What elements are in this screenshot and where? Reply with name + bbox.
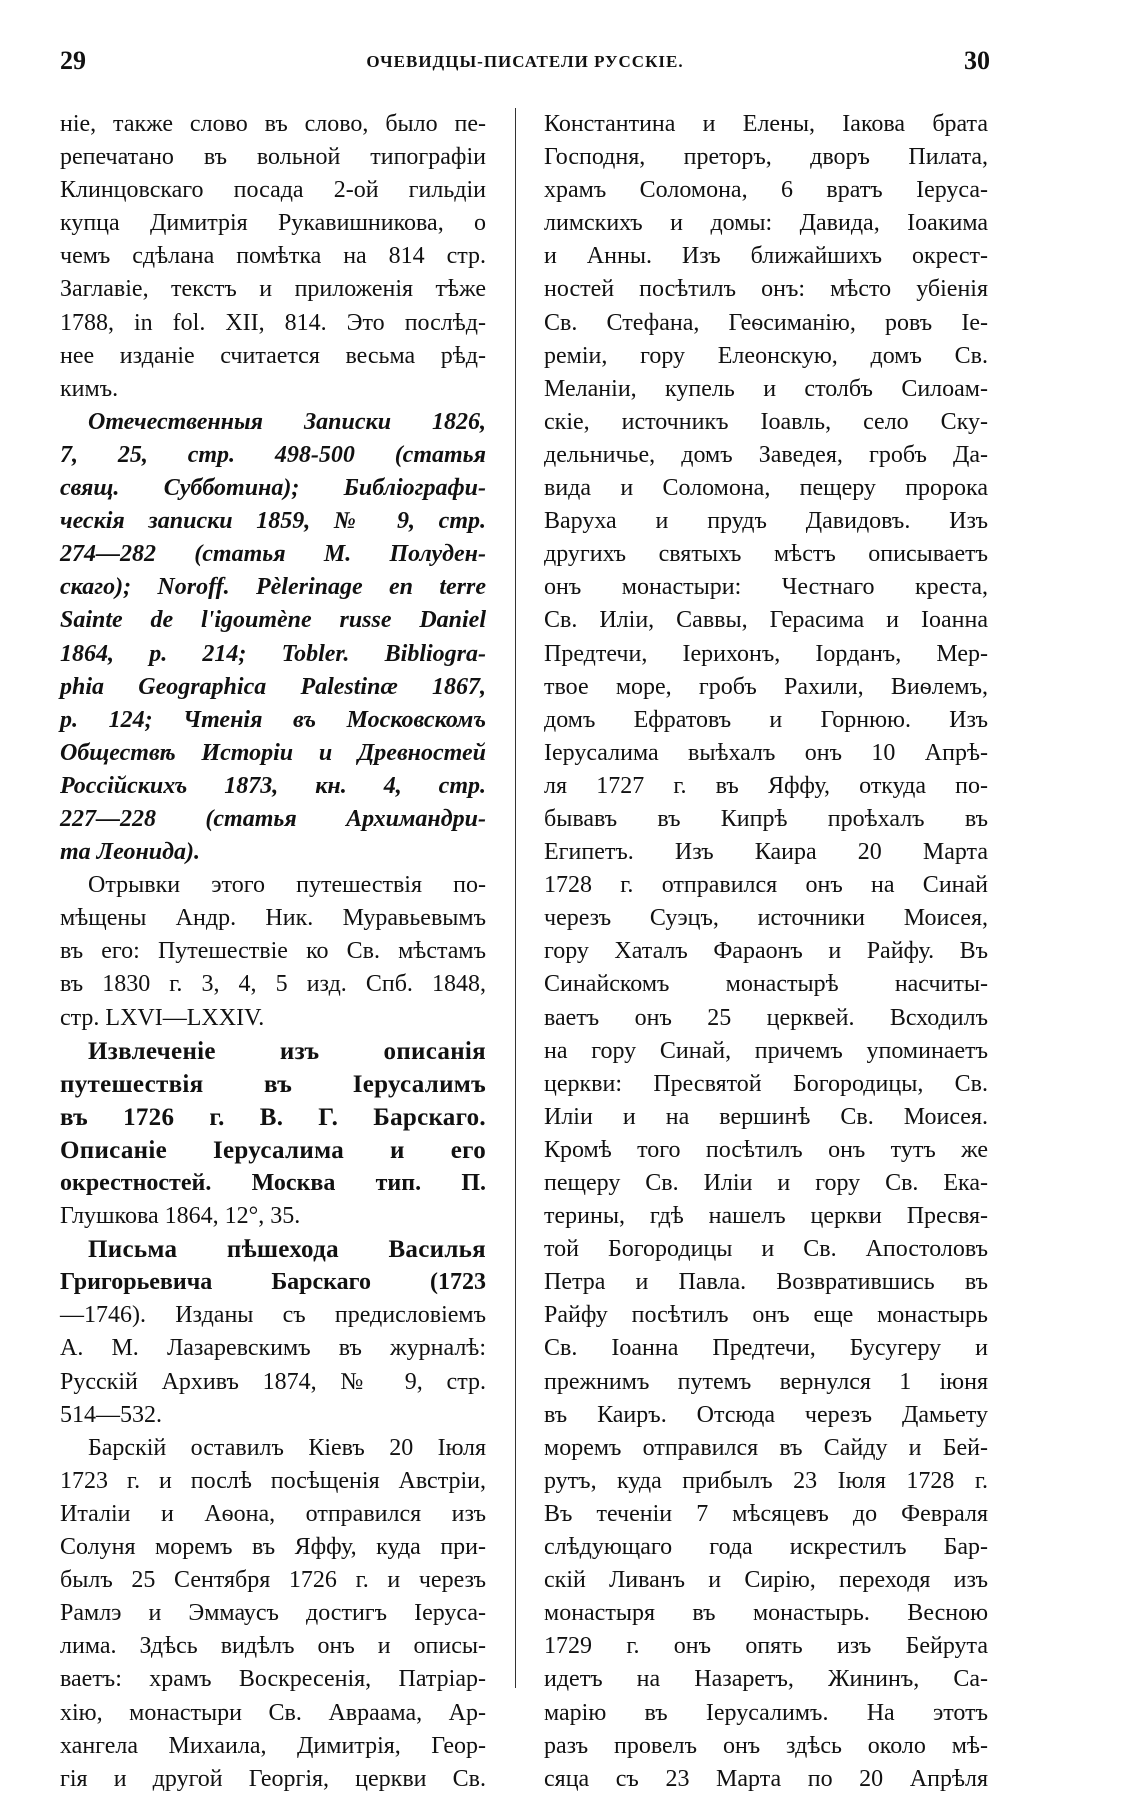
text-line: —1746). Изданы съ предисловіемъ	[60, 1302, 486, 1329]
text-line: окрестностей. Москва тип. П.	[60, 1170, 486, 1196]
text-line: хію, монастыри Св. Авраама, Ар-	[60, 1699, 486, 1726]
text-line: дельничье, домъ Заведея, гробъ Да-	[544, 441, 988, 468]
text-line: скіе, источникъ Іоавль, село Ску-	[544, 408, 988, 435]
text-line: слѣдующаго года искрестилъ Бар-	[544, 1534, 988, 1561]
text-line: онъ монастыри: Честнаго креста,	[544, 574, 988, 601]
text-line: Италіи и Аѳона, отправился изъ	[60, 1500, 486, 1527]
text-line: Рамлэ и Эммаусъ достигъ Іеруса-	[60, 1600, 486, 1627]
text-line: былъ 25 Сентября 1726 г. и черезъ	[60, 1567, 486, 1594]
text-line: 274—282 (статья М. Полуден-	[60, 541, 486, 568]
text-line: другихъ святыхъ мѣстъ описываетъ	[544, 541, 988, 568]
text-line: Константина и Елены, Іакова брата	[544, 111, 988, 137]
page-number-right: 30	[964, 46, 990, 75]
text-line: идетъ на Назаретъ, Жининъ, Са-	[544, 1666, 988, 1693]
text-line: вида и Соломона, пещеру пророка	[544, 475, 988, 502]
text-line: Райфу посѣтилъ онъ еще монастырь	[544, 1302, 988, 1329]
text-line: нее изданіе считается весьма рѣд-	[60, 342, 486, 369]
text-line: ностей посѣтилъ онъ: мѣсто убіенія	[544, 276, 988, 303]
text-line: Барскій оставилъ Кіевъ 20 Іюля	[88, 1434, 486, 1461]
text-line: лимскихъ и домы: Давида, Іоакима	[544, 210, 988, 237]
text-line: въ Каиръ. Отсюда черезъ Дамьету	[544, 1401, 988, 1428]
text-line: 7, 25, стр. 498-500 (статья	[60, 441, 486, 468]
text-line: p. 124; Чтенія въ Московскомъ	[60, 706, 486, 733]
text-line: домъ Ефратовъ и Горнюю. Изъ	[544, 706, 988, 733]
text-line: въ 1830 г. 3, 4, 5 изд. Спб. 1848,	[60, 971, 486, 998]
text-line: 227—228 (статья Архимандри-	[60, 805, 486, 832]
text-line: Египетъ. Изъ Каира 20 Марта	[544, 839, 988, 866]
text-line: 1729 г. онъ опять изъ Бейрута	[544, 1633, 988, 1660]
text-line: Солуня моремъ въ Яффу, куда при-	[60, 1534, 486, 1561]
text-line: церкви: Пресвятой Богородицы, Св.	[544, 1070, 988, 1097]
text-line: Св. Стефана, Геѳсиманію, ровъ Іе-	[544, 309, 988, 336]
left-column	[60, 108, 486, 1796]
text-line: Отрывки этого путешествія по-	[88, 872, 486, 899]
text-line: Петра и Павла. Возвратившись въ	[544, 1269, 988, 1296]
text-line: та Леонида).	[60, 839, 201, 866]
text-line: кимъ.	[60, 375, 119, 402]
text-line: Іерусалима выѣхалъ онъ 10 Апрѣ-	[544, 739, 988, 766]
right-column	[544, 108, 988, 1796]
text-line: на гору Синай, причемъ упоминаетъ	[544, 1037, 988, 1064]
text-line: разъ провелъ онъ здѣсь около мѣ-	[544, 1732, 988, 1759]
text-line: Клинцовскаго посада 2-ой гильдіи	[60, 177, 486, 204]
running-title: ОЧЕВИДЦЫ-ПИСАТЕЛИ РУССКІЕ.	[366, 52, 684, 71]
column-divider	[515, 108, 516, 1688]
text-line: Иліи и на вершинѣ Св. Моисея.	[544, 1103, 988, 1130]
text-line: чемъ сдѣлана помѣтка на 814 стр.	[60, 243, 486, 270]
text-line: лима. Здѣсь видѣлъ онъ и описы-	[60, 1633, 486, 1660]
text-line: марію въ Іерусалимъ. На этотъ	[544, 1699, 988, 1726]
text-line: А. М. Лазаревскимъ въ журналѣ:	[60, 1335, 486, 1362]
text-line: черезъ Суэцъ, источники Моисея,	[544, 905, 988, 932]
text-line: Глушкова 1864, 12°, 35.	[60, 1203, 301, 1230]
text-line: моремъ отправился въ Сайду и Бей-	[544, 1434, 988, 1461]
text-line: стр. LXVI—LXXIV.	[60, 1004, 265, 1031]
text-line: Письма пѣшехода Василья	[88, 1236, 486, 1264]
page-header	[60, 46, 990, 86]
text-line: Св. Иліи, Саввы, Герасима и Іоанна	[544, 607, 988, 634]
text-line: терины, гдѣ нашелъ церкви Пресвя-	[544, 1203, 988, 1230]
text-line: скаго); Noroff. Pèlerinage en terre	[60, 574, 486, 601]
text-line: Sainte de l'igoumène russe Daniel	[60, 607, 486, 634]
text-line: Григорьевича Барскаго (1723	[60, 1269, 486, 1296]
text-line: хангела Михаила, Димитрія, Геор-	[60, 1732, 486, 1759]
text-line: Св. Іоанна Предтечи, Бусугеру и	[544, 1335, 988, 1362]
text-line: 1788, in fol. XII, 814. Это послѣд-	[60, 309, 486, 336]
text-line: путешествія въ Іерусалимъ	[60, 1070, 486, 1098]
text-line: бывавъ въ Кипрѣ проѣхалъ въ	[544, 805, 988, 832]
text-line: Синайскомъ монастырѣ насчиты-	[544, 971, 988, 998]
text-line: пещеру Св. Иліи и гору Св. Ека-	[544, 1170, 988, 1196]
text-line: Заглавіе, текстъ и приложенія тѣже	[60, 276, 486, 303]
text-line: Русскій Архивъ 1874, № 9, стр.	[60, 1368, 486, 1395]
text-line: прежнимъ путемъ вернулся 1 іюня	[544, 1368, 988, 1395]
text-line: 514—532.	[60, 1401, 162, 1428]
text-line: Кромѣ того посѣтилъ онъ тутъ же	[544, 1136, 988, 1163]
text-line: Господня, преторъ, дворъ Пилата,	[544, 144, 988, 171]
text-line: храмъ Соломона, 6 вратъ Іеруса-	[544, 177, 988, 204]
text-line: Въ теченіи 7 мѣсяцевъ до Февраля	[544, 1500, 988, 1527]
text-line: Обществѣ Исторіи и Древностей	[60, 739, 486, 766]
text-line: ваетъ онъ 25 церквей. Всходилъ	[544, 1004, 988, 1031]
text-line: сяца съ 23 Марта по 20 Апрѣля	[544, 1765, 988, 1792]
text-line: Отечественныя Записки 1826,	[88, 408, 486, 435]
text-line: купца Димитрія Рукавишникова, о	[60, 210, 486, 237]
text-line: 1723 г. и послѣ посѣщенія Австріи,	[60, 1467, 486, 1494]
text-line: рутъ, куда прибылъ 23 Іюля 1728 г.	[544, 1467, 988, 1494]
text-line: въ его: Путешествіе ко Св. мѣстамъ	[60, 938, 486, 965]
text-line: ваетъ: храмъ Воскресенія, Патріар-	[60, 1666, 486, 1693]
text-line: твое море, гробъ Рахили, Виѳлемъ,	[544, 673, 988, 700]
text-line: той Богородицы и Св. Апостоловъ	[544, 1236, 988, 1263]
text-line: гору Хаталъ Фараонъ и Райфу. Въ	[544, 938, 988, 965]
text-line: ческія записки 1859, № 9, стр.	[60, 508, 486, 535]
text-line: реміи, гору Елеонскую, домъ Св.	[544, 342, 988, 369]
text-line: свящ. Субботина); Библіографи-	[60, 475, 486, 502]
text-line: Предтечи, Іерихонъ, Іорданъ, Мер-	[544, 640, 988, 667]
text-line: въ 1726 г. В. Г. Барскаго.	[60, 1103, 486, 1131]
text-line: Меланіи, купель и столбъ Силоам-	[544, 375, 988, 402]
text-line: 1728 г. отправился онъ на Синай	[544, 872, 988, 899]
text-line: Описаніе Іерусалима и его	[60, 1136, 486, 1164]
text-line: Варуха и прудъ Давидовъ. Изъ	[544, 508, 988, 535]
text-line: 1864, p. 214; Tobler. Bibliogra-	[60, 640, 486, 667]
text-line: гія и другой Георгія, церкви Св.	[60, 1765, 486, 1792]
text-line: phia Geographica Palestinæ 1867,	[60, 673, 486, 700]
text-line: репечатано въ вольной типографіи	[60, 144, 486, 171]
text-line: монастыря въ монастырь. Весною	[544, 1600, 988, 1627]
text-line: Извлеченіе изъ описанія	[88, 1037, 486, 1065]
text-line: ніе, также слово въ слово, было пе-	[60, 111, 486, 137]
page-number-left: 29	[60, 46, 86, 75]
text-line: ля 1727 г. въ Яффу, откуда по-	[544, 772, 988, 799]
text-line: Россійскихъ 1873, кн. 4, стр.	[60, 772, 486, 799]
text-line: и Анны. Изъ ближайшихъ окрест-	[544, 243, 988, 270]
text-line: мѣщены Андр. Ник. Муравьевымъ	[60, 905, 486, 932]
text-line: скій Ливанъ и Сирію, переходя изъ	[544, 1567, 988, 1594]
